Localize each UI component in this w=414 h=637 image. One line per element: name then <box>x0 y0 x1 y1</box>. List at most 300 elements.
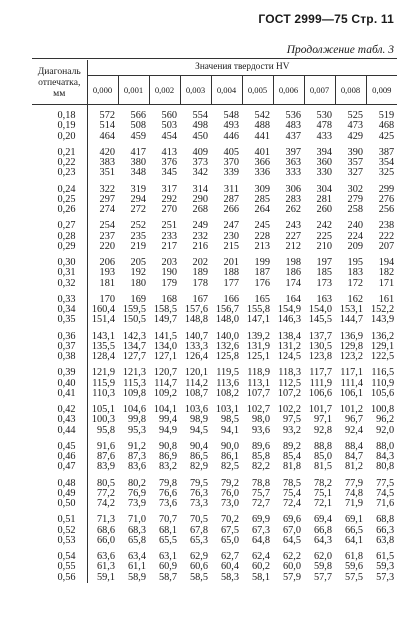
hardness-value-cell: 488 <box>254 120 270 132</box>
hardness-value-cell: 373 <box>192 157 208 168</box>
hardness-value-cell: 66,3 <box>376 524 395 536</box>
hardness-table <box>32 60 397 583</box>
hardness-value-cell: 148,0 <box>215 314 239 326</box>
table-row <box>32 489 397 499</box>
diagonal-cell: 0,47 <box>32 462 87 472</box>
hardness-value-cell: 57,3 <box>376 571 395 583</box>
column-header: 0,003 <box>180 75 211 104</box>
hardness-value-cell: 90,0 <box>220 440 239 452</box>
hardness-value-cell: 113,1 <box>247 377 270 389</box>
column-header: 0,008 <box>335 75 366 104</box>
hardness-value-cell: 232 <box>192 230 208 242</box>
hardness-value-cell: 121,3 <box>122 367 146 379</box>
hardness-value-cell: 383 <box>99 157 115 168</box>
hardness-value-cell: 93,2 <box>282 424 301 436</box>
table-row <box>32 232 397 242</box>
hardness-value-cell: 82,5 <box>220 461 239 473</box>
hardness-value-cell: 207 <box>378 240 395 252</box>
hardness-value-cell: 230 <box>223 230 239 242</box>
hardness-value-cell: 107,2 <box>277 387 301 399</box>
hardness-value-cell: 77,5 <box>376 477 395 489</box>
hardness-value-cell: 409 <box>192 146 208 158</box>
hardness-value-cell: 330 <box>316 167 332 179</box>
hardness-value-cell: 171 <box>378 277 395 289</box>
hardness-value-cell: 394 <box>316 146 332 158</box>
table-row <box>32 573 397 583</box>
hardness-value-cell: 140,7 <box>184 330 208 342</box>
diagonal-cell: 0,42 <box>32 405 87 415</box>
hardness-value-cell: 235 <box>130 230 146 242</box>
hardness-value-cell: 71,3 <box>96 514 115 526</box>
hardness-value-cell: 390 <box>347 146 363 158</box>
diagonal-cell: 0,32 <box>32 279 87 289</box>
diagonal-cell: 0,22 <box>32 158 87 168</box>
hardness-value-cell: 101,7 <box>308 404 332 415</box>
hardness-value-cell: 138,4 <box>277 330 301 342</box>
hardness-value-cell: 108,2 <box>215 387 239 399</box>
hardness-value-cell: 97,1 <box>313 414 332 426</box>
hardness-value-cell: 104,6 <box>122 404 146 415</box>
hardness-value-cell: 57,7 <box>313 571 332 583</box>
diagonal-cell: 0,33 <box>32 295 87 305</box>
hardness-value-cell: 554 <box>192 110 208 121</box>
hardness-value-cell: 73,3 <box>189 498 208 509</box>
diagonal-cell: 0,37 <box>32 342 87 352</box>
hardness-value-cell: 62,7 <box>220 551 239 562</box>
hardness-value-cell: 109,8 <box>122 387 146 399</box>
diagonal-cell: 0,40 <box>32 379 87 389</box>
hardness-value-cell: 58,9 <box>127 571 146 583</box>
hardness-value-cell: 58,3 <box>220 571 239 583</box>
hardness-value-cell: 327 <box>347 167 363 179</box>
hardness-value-cell: 120,7 <box>153 367 177 379</box>
diagonal-cell: 0,26 <box>32 205 87 215</box>
hardness-value-cell: 192 <box>130 267 146 279</box>
hardness-value-cell: 114,2 <box>185 377 208 389</box>
hardness-value-cell: 292 <box>161 193 177 205</box>
hardness-value-cell: 160,4 <box>91 304 115 315</box>
hardness-value-cell: 59,8 <box>313 561 332 573</box>
hardness-value-cell: 110,3 <box>92 387 115 399</box>
hardness-value-cell: 123,2 <box>339 351 363 362</box>
hardness-value-cell: 71,0 <box>127 514 146 526</box>
hardness-value-cell: 274 <box>99 204 115 215</box>
hardness-value-cell: 247 <box>223 220 239 232</box>
hardness-value-cell: 85,8 <box>251 451 270 462</box>
table-row <box>32 415 397 425</box>
hardness-value-cell: 357 <box>347 157 363 168</box>
hardness-value-cell: 99,8 <box>127 414 146 426</box>
hardness-value-cell: 429 <box>347 130 363 142</box>
hardness-value-cell: 188 <box>223 267 239 279</box>
hardness-value-cell: 131,2 <box>277 340 301 352</box>
table-row <box>32 499 397 509</box>
hardness-value-cell: 76,0 <box>220 487 239 499</box>
hardness-value-cell: 83,2 <box>158 461 177 473</box>
diagonal-cell: 0,25 <box>32 195 87 205</box>
hardness-value-cell: 319 <box>130 183 146 195</box>
hardness-value-cell: 254 <box>99 220 115 232</box>
hardness-value-cell: 58,5 <box>189 571 208 583</box>
hardness-value-cell: 249 <box>192 220 208 232</box>
hardness-value-cell: 64,5 <box>282 534 301 546</box>
hardness-value-cell: 195 <box>347 257 363 268</box>
hardness-value-cell: 299 <box>378 183 395 195</box>
hardness-value-cell: 65,0 <box>220 534 239 546</box>
hardness-value-cell: 101,2 <box>339 404 363 415</box>
hardness-value-cell: 116,5 <box>371 367 395 379</box>
table-row <box>32 195 397 205</box>
hardness-value-cell: 136,2 <box>370 330 395 342</box>
hardness-value-cell: 433 <box>316 130 332 142</box>
hardness-value-cell: 572 <box>99 110 115 121</box>
hardness-value-cell: 129,8 <box>339 340 363 352</box>
table-row <box>32 315 397 325</box>
hardness-value-cell: 560 <box>161 110 177 121</box>
hardness-value-cell: 189 <box>192 267 208 279</box>
table-row <box>32 515 397 525</box>
hardness-value-cell: 245 <box>254 220 270 232</box>
column-header: 0,001 <box>118 75 149 104</box>
hardness-value-cell: 380 <box>130 157 146 168</box>
hardness-value-cell: 363 <box>285 157 301 168</box>
diagonal-cell: 0,19 <box>32 121 87 131</box>
hardness-value-cell: 176 <box>254 277 270 289</box>
hardness-value-cell: 217 <box>161 240 177 252</box>
hardness-value-cell: 69,9 <box>251 514 270 526</box>
hardness-value-cell: 183 <box>347 267 363 279</box>
hardness-value-cell: 149,7 <box>153 314 177 326</box>
hardness-value-cell: 450 <box>192 130 208 142</box>
hardness-value-cell: 92,4 <box>344 424 363 436</box>
hardness-value-cell: 64,1 <box>344 534 363 546</box>
hardness-value-cell: 111,9 <box>309 377 332 389</box>
hardness-value-cell: 75,4 <box>282 487 301 499</box>
hardness-value-cell: 83,6 <box>127 461 146 473</box>
hardness-value-cell: 158,5 <box>153 304 177 315</box>
hardness-value-cell: 88,0 <box>376 440 395 452</box>
diagonal-cell: 0,35 <box>32 315 87 325</box>
hardness-value-cell: 169 <box>130 293 146 305</box>
hardness-value-cell: 95,3 <box>127 424 146 436</box>
hardness-value-cell: 90,4 <box>189 440 208 452</box>
hardness-value-cell: 143,9 <box>370 314 395 326</box>
hardness-value-cell: 165 <box>254 293 270 305</box>
table-row <box>32 268 397 278</box>
table-row <box>32 452 397 462</box>
hardness-value-cell: 154,9 <box>277 304 301 315</box>
hardness-value-cell: 134,0 <box>153 340 177 352</box>
hardness-value-cell: 66,5 <box>344 524 363 536</box>
hardness-value-cell: 94,5 <box>189 424 208 436</box>
hardness-value-cell: 62,4 <box>251 551 270 562</box>
hardness-value-cell: 420 <box>99 146 115 158</box>
hardness-value-cell: 348 <box>130 167 146 179</box>
hardness-value-cell: 498 <box>192 120 208 132</box>
hardness-value-cell: 227 <box>285 230 301 242</box>
hardness-value-cell: 279 <box>347 193 363 205</box>
hardness-value-cell: 272 <box>130 204 146 215</box>
hardness-value-cell: 437 <box>285 130 301 142</box>
hardness-value-cell: 179 <box>161 277 177 289</box>
hardness-value-cell: 225 <box>316 230 332 242</box>
hardness-value-cell: 548 <box>223 110 239 121</box>
hardness-value-cell: 243 <box>285 220 301 232</box>
diagonal-cell: 0,46 <box>32 452 87 462</box>
hardness-value-cell: 125,8 <box>215 351 239 362</box>
hardness-value-cell: 222 <box>378 230 395 242</box>
hardness-value-cell: 117,1 <box>340 367 363 379</box>
table-row <box>32 205 397 215</box>
table-row <box>32 111 397 121</box>
table-row <box>32 479 397 489</box>
hardness-value-cell: 67,3 <box>251 524 270 536</box>
hardness-value-cell: 167 <box>192 293 208 305</box>
hardness-value-cell: 90,8 <box>158 440 177 452</box>
hardness-value-cell: 79,2 <box>220 477 239 489</box>
hardness-value-cell: 213 <box>254 240 270 252</box>
hardness-value-cell: 162 <box>347 293 363 305</box>
hardness-value-cell: 459 <box>130 130 146 142</box>
hardness-value-cell: 202 <box>192 257 208 268</box>
hardness-value-cell: 63,4 <box>127 551 146 562</box>
hardness-value-cell: 63,6 <box>96 551 115 562</box>
diagonal-cell: 0,30 <box>32 258 87 268</box>
hardness-value-cell: 114,7 <box>154 377 177 389</box>
hardness-value-cell: 322 <box>99 183 115 195</box>
hardness-value-cell: 63,8 <box>376 534 395 546</box>
hardness-value-cell: 325 <box>378 167 395 179</box>
hardness-value-cell: 79,5 <box>189 477 208 489</box>
hardness-value-cell: 68,1 <box>158 524 177 536</box>
hardness-value-cell: 297 <box>99 193 115 205</box>
hardness-value-cell: 285 <box>254 193 270 205</box>
diagonal-cell: 0,20 <box>32 132 87 142</box>
hardness-value-cell: 336 <box>254 167 270 179</box>
hardness-value-cell: 70,7 <box>158 514 177 526</box>
hardness-value-cell: 519 <box>378 110 395 121</box>
table-row <box>32 168 397 178</box>
hardness-value-cell: 311 <box>223 183 239 195</box>
hardness-value-cell: 187 <box>254 267 270 279</box>
column-header: 0,007 <box>304 75 335 104</box>
hardness-value-cell: 66,8 <box>313 524 332 536</box>
table-row <box>32 552 397 562</box>
hardness-value-cell: 85,0 <box>313 451 332 462</box>
hardness-value-cell: 216 <box>192 240 208 252</box>
hardness-value-cell: 212 <box>285 240 301 252</box>
hardness-value-cell: 89,2 <box>282 440 301 452</box>
hardness-value-cell: 159,5 <box>122 304 146 315</box>
hardness-value-cell: 173 <box>316 277 332 289</box>
hardness-value-cell: 219 <box>130 240 146 252</box>
hardness-value-cell: 98,5 <box>220 414 239 426</box>
hardness-value-cell: 67,0 <box>282 524 301 536</box>
hardness-value-cell: 78,8 <box>251 477 270 489</box>
hardness-value-cell: 376 <box>161 157 177 168</box>
hardness-value-cell: 98,0 <box>251 414 270 426</box>
hardness-value-cell: 94,9 <box>158 424 177 436</box>
hardness-value-cell: 92,8 <box>313 424 332 436</box>
hardness-value-cell: 134,7 <box>122 340 146 352</box>
hardness-value-cell: 413 <box>161 146 177 158</box>
hardness-value-cell: 294 <box>130 193 146 205</box>
hardness-value-cell: 86,5 <box>189 451 208 462</box>
hardness-value-cell: 71,9 <box>344 498 363 509</box>
hardness-value-cell: 77,9 <box>344 477 363 489</box>
hardness-value-cell: 281 <box>316 193 332 205</box>
hardness-value-cell: 345 <box>161 167 177 179</box>
hardness-value-cell: 405 <box>223 146 239 158</box>
hardness-value-cell: 473 <box>347 120 363 132</box>
hardness-value-cell: 109,2 <box>153 387 177 399</box>
hardness-value-cell: 283 <box>285 193 301 205</box>
hardness-value-cell: 342 <box>192 167 208 179</box>
hardness-value-cell: 78,2 <box>313 477 332 489</box>
table-row <box>32 185 397 195</box>
hardness-value-cell: 182 <box>378 267 395 279</box>
table-row <box>32 352 397 362</box>
diagonal-cell: 0,56 <box>32 573 87 583</box>
hardness-value-cell: 81,2 <box>344 461 363 473</box>
hardness-value-cell: 112,5 <box>278 377 301 389</box>
hardness-value-cell: 104,1 <box>153 404 177 415</box>
hardness-value-cell: 105,1 <box>91 404 115 415</box>
diagonal-cell: 0,43 <box>32 415 87 425</box>
hardness-value-cell: 302 <box>347 183 363 195</box>
hardness-value-cell: 127,1 <box>153 351 177 362</box>
diagonal-cell: 0,45 <box>32 442 87 452</box>
hardness-value-cell: 166 <box>223 293 239 305</box>
hardness-value-cell: 92,0 <box>376 424 395 436</box>
hardness-value-cell: 76,9 <box>127 487 146 499</box>
hardness-value-cell: 206 <box>99 257 115 268</box>
hardness-value-cell: 233 <box>161 230 177 242</box>
hardness-value-cell: 198 <box>285 257 301 268</box>
hardness-value-cell: 128,4 <box>91 351 115 362</box>
hardness-value-cell: 65,5 <box>158 534 177 546</box>
hardness-value-cell: 387 <box>378 146 395 158</box>
hardness-value-cell: 256 <box>378 204 395 215</box>
hardness-value-cell: 57,5 <box>344 571 363 583</box>
hardness-value-cell: 87,3 <box>127 451 146 462</box>
hardness-value-cell: 133,3 <box>184 340 208 352</box>
hardness-value-cell: 131,9 <box>246 340 270 352</box>
hardness-value-cell: 146,3 <box>277 314 301 326</box>
hardness-value-cell: 91,6 <box>96 440 115 452</box>
hardness-value-cell: 68,6 <box>96 524 115 536</box>
hardness-value-cell: 190 <box>161 267 177 279</box>
hardness-value-cell: 84,7 <box>344 451 363 462</box>
hardness-value-cell: 70,2 <box>220 514 239 526</box>
hardness-value-cell: 102,2 <box>277 404 301 415</box>
hardness-value-cell: 525 <box>347 110 363 121</box>
diagonal-cell: 0,21 <box>32 148 87 158</box>
hardness-value-cell: 108,7 <box>184 387 208 399</box>
hardness-value-cell: 96,2 <box>376 414 395 426</box>
hardness-value-cell: 60,6 <box>189 561 208 573</box>
diagonal-cell: 0,36 <box>32 332 87 342</box>
hardness-value-cell: 360 <box>316 157 332 168</box>
hardness-value-cell: 366 <box>254 157 270 168</box>
hardness-value-cell: 145,5 <box>308 314 332 326</box>
hardness-value-cell: 210 <box>316 240 332 252</box>
table-row <box>32 462 397 472</box>
hardness-value-cell: 181 <box>99 277 115 289</box>
hardness-value-cell: 156,7 <box>215 304 239 315</box>
hardness-value-cell: 154,0 <box>308 304 332 315</box>
table-row <box>32 121 397 131</box>
hardness-value-cell: 99,4 <box>158 414 177 426</box>
hardness-value-cell: 123,8 <box>308 351 332 362</box>
hardness-value-cell: 127,7 <box>122 351 146 362</box>
hardness-value-cell: 425 <box>378 130 395 142</box>
hardness-value-cell: 80,5 <box>96 477 115 489</box>
table-row <box>32 442 397 452</box>
table-caption: Продолжение табл. 3 <box>286 44 394 56</box>
hardness-value-cell: 58,1 <box>251 571 270 583</box>
hardness-value-cell: 180 <box>130 277 146 289</box>
hardness-value-cell: 161 <box>378 293 395 305</box>
hardness-value-cell: 100,3 <box>91 414 115 426</box>
hardness-value-cell: 75,7 <box>251 487 270 499</box>
hardness-value-cell: 60,2 <box>251 561 270 573</box>
hardness-value-cell: 130,5 <box>308 340 332 352</box>
hardness-value-cell: 61,5 <box>376 551 395 562</box>
hardness-value-cell: 107,7 <box>246 387 270 399</box>
diagonal-cell: 0,28 <box>32 232 87 242</box>
hardness-value-cell: 268 <box>192 204 208 215</box>
hardness-value-cell: 242 <box>316 220 332 232</box>
diagonal-cell: 0,31 <box>32 268 87 278</box>
diagonal-cell: 0,54 <box>32 552 87 562</box>
hardness-value-cell: 115,9 <box>92 377 115 389</box>
table-row <box>32 279 397 289</box>
hardness-value-cell: 60,9 <box>158 561 177 573</box>
diagonal-column-header: Диагональ отпечатка, мм <box>32 60 87 105</box>
hardness-value-cell: 129,1 <box>370 340 395 352</box>
hardness-value-cell: 80,2 <box>127 477 146 489</box>
hardness-value-cell: 61,3 <box>96 561 115 573</box>
hardness-value-cell: 351 <box>99 167 115 179</box>
hardness-value-cell: 566 <box>130 110 146 121</box>
diagonal-cell: 0,48 <box>32 479 87 489</box>
hardness-value-cell: 503 <box>161 120 177 132</box>
hardness-value-cell: 62,0 <box>313 551 332 562</box>
hardness-value-cell: 536 <box>285 110 301 121</box>
table-row <box>32 536 397 546</box>
table-row <box>32 368 397 378</box>
hardness-value-cell: 75,1 <box>313 487 332 499</box>
hardness-value-cell: 139,2 <box>246 330 270 342</box>
hardness-value-cell: 140,0 <box>215 330 239 342</box>
hardness-value-cell: 441 <box>254 130 270 142</box>
hardness-value-cell: 177 <box>223 277 239 289</box>
hardness-value-cell: 68,8 <box>376 514 395 526</box>
hardness-value-cell: 110,9 <box>371 377 395 389</box>
hardness-value-cell: 91,2 <box>127 440 146 452</box>
hardness-value-cell: 530 <box>316 110 332 121</box>
caption-divider <box>32 58 397 59</box>
hardness-value-cell: 215 <box>223 240 239 252</box>
hardness-value-cell: 370 <box>223 157 239 168</box>
hardness-value-cell: 72,1 <box>313 498 332 509</box>
hardness-value-cell: 290 <box>192 193 208 205</box>
diagonal-cell: 0,38 <box>32 352 87 362</box>
hardness-value-cell: 468 <box>378 120 395 132</box>
hardness-value-cell: 83,9 <box>96 461 115 473</box>
hardness-value-cell: 237 <box>99 230 115 242</box>
